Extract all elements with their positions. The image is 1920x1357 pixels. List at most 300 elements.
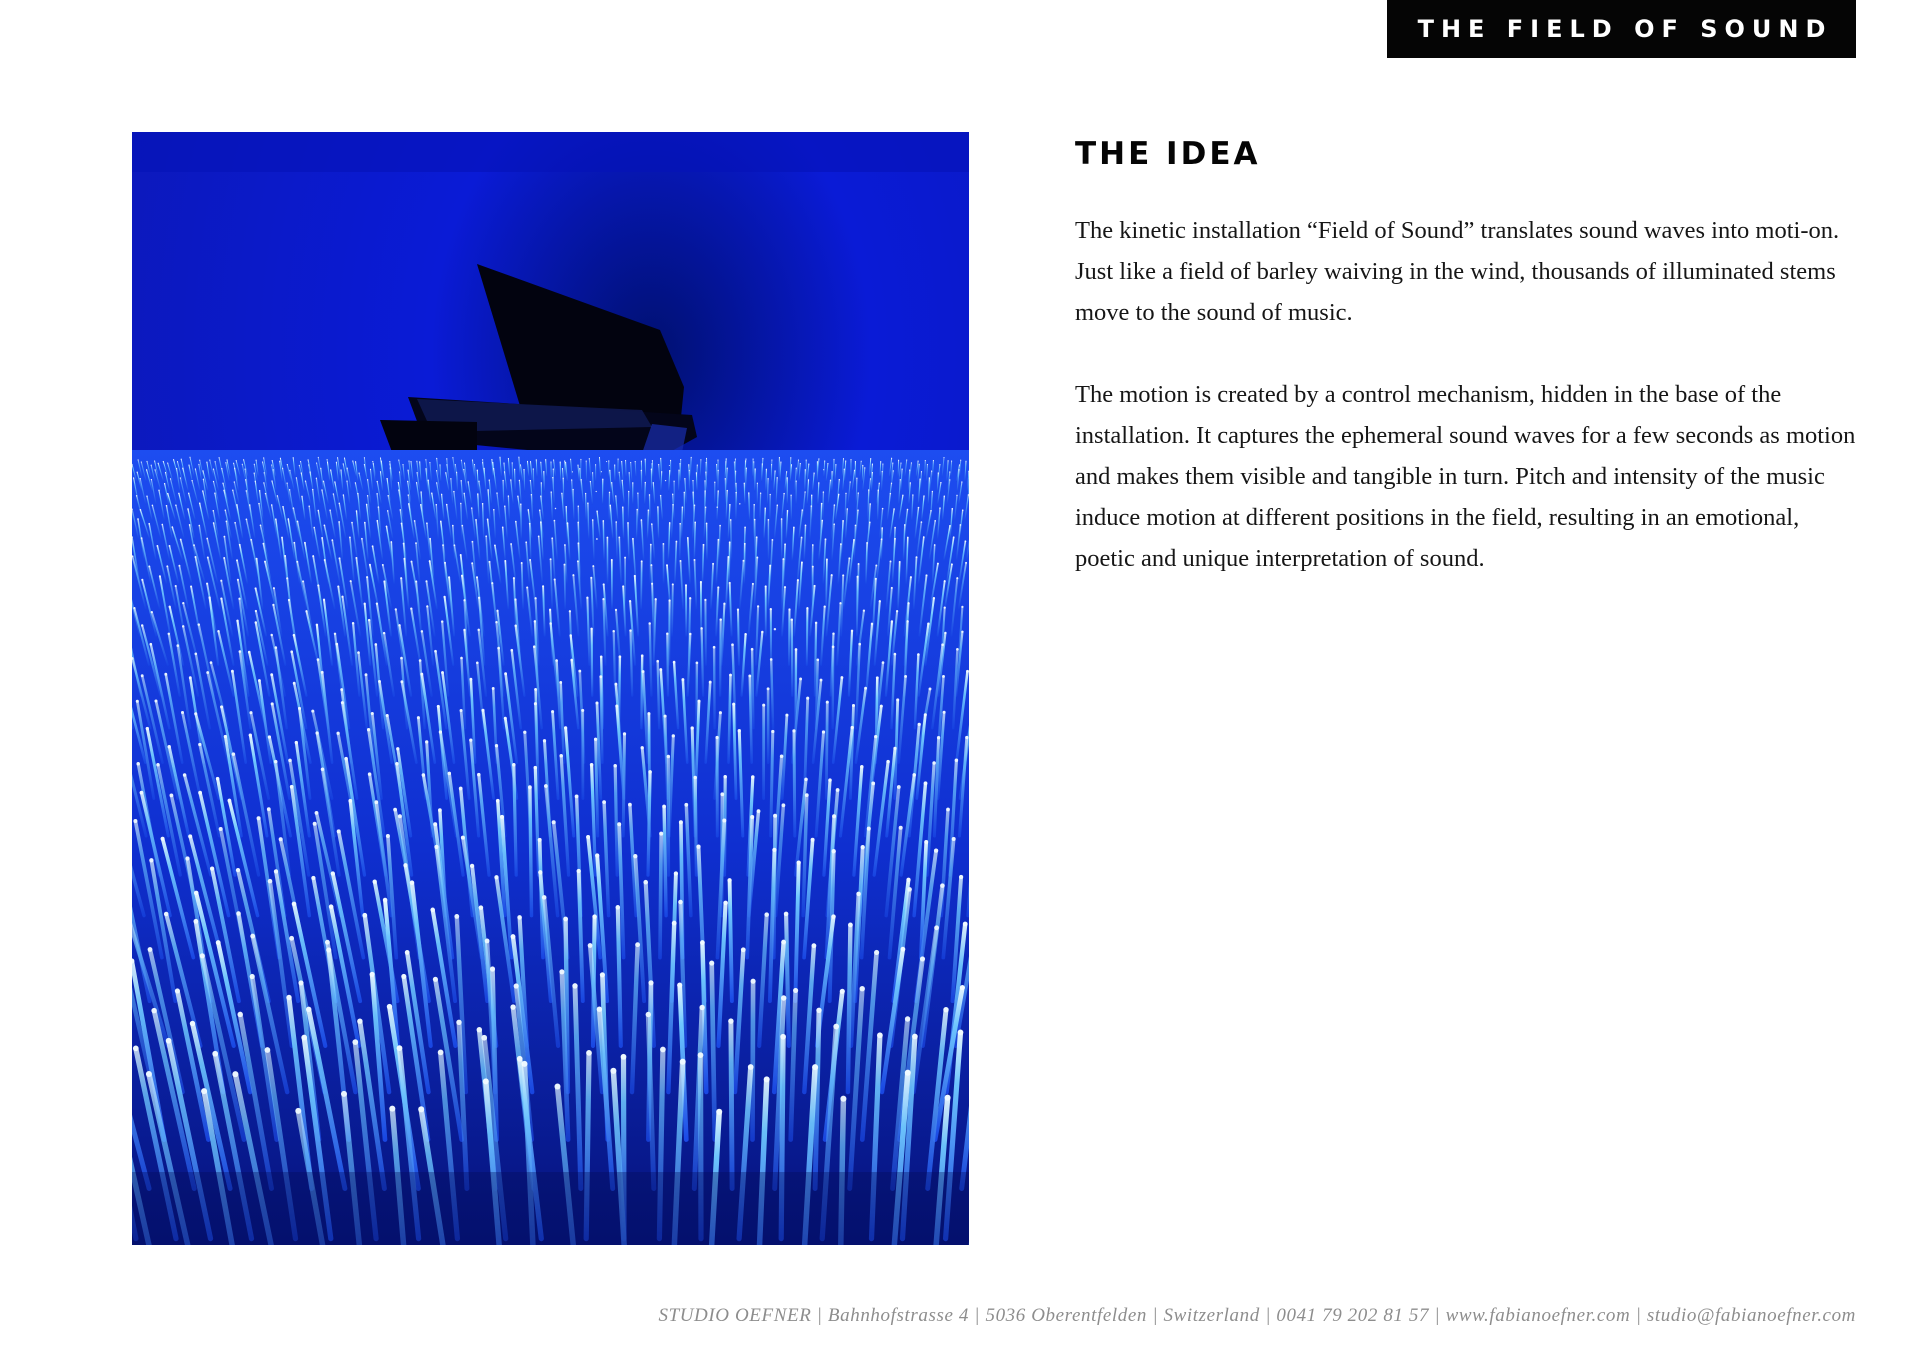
- stem-tip: [175, 585, 177, 587]
- stem-tip: [381, 461, 382, 462]
- stem-tip: [263, 457, 264, 458]
- stem-tip: [245, 469, 246, 470]
- stem-tip: [182, 468, 183, 469]
- stem-tip: [341, 701, 344, 704]
- stem-tip: [798, 460, 799, 461]
- stem-tip: [737, 608, 739, 610]
- stem-tip: [357, 1018, 362, 1023]
- stem-tip: [199, 503, 200, 504]
- stem-tip: [528, 785, 532, 789]
- stem-tip: [475, 519, 477, 521]
- stem-tip: [514, 624, 516, 626]
- stem-tip: [459, 787, 463, 791]
- stem-tip: [534, 688, 537, 691]
- stem-tip: [234, 468, 235, 469]
- stem-tip: [400, 680, 403, 683]
- stem-tip: [329, 904, 334, 909]
- stem-tip: [439, 730, 442, 733]
- stem-tip: [317, 658, 320, 661]
- stem-tip: [949, 471, 950, 472]
- stem-tip: [254, 464, 255, 465]
- stem-tip: [141, 579, 143, 581]
- stem: [760, 493, 761, 520]
- stem-tip: [414, 520, 416, 522]
- stem-tip: [657, 506, 658, 507]
- stem-tip: [919, 464, 920, 465]
- stem-tip: [492, 687, 495, 690]
- stem-tip: [645, 482, 646, 483]
- stem-tip: [827, 463, 828, 464]
- stem-tip: [899, 561, 901, 563]
- stem-tip: [284, 555, 286, 557]
- stem-tip: [565, 462, 566, 463]
- stem-tip: [793, 527, 795, 529]
- stem-tip: [757, 809, 761, 813]
- stem-tip: [609, 492, 610, 493]
- stem-tip: [811, 505, 812, 506]
- stem-tip: [586, 1050, 592, 1056]
- stem-tip: [845, 493, 846, 494]
- stem-tip: [520, 503, 521, 504]
- stem-tip: [679, 820, 683, 824]
- stem-tip: [694, 559, 696, 561]
- stem-tip: [504, 672, 507, 675]
- stem-tip: [408, 503, 409, 504]
- stem-tip: [410, 461, 411, 462]
- stem-tip: [610, 1068, 616, 1074]
- stem: [563, 478, 564, 504]
- stem-tip: [705, 472, 706, 473]
- stem: [898, 460, 899, 477]
- stem-tip: [816, 658, 819, 661]
- stem-tip: [755, 468, 756, 469]
- stem-tip: [280, 458, 281, 459]
- footer-contact-line: STUDIO OEFNER | Bahnhofstrasse 4 | 5036 Oberentfelden | Switzerland | 0041 79 202 81 57 | www.fabianoefner.com | studio@fabianoefner.com: [658, 1305, 1856, 1326]
- stem-tip: [729, 504, 730, 505]
- stem-tip: [297, 521, 299, 523]
- stem-tip: [965, 540, 967, 542]
- stem: [667, 634, 668, 696]
- stem-tip: [899, 826, 903, 830]
- stem-tip: [729, 541, 731, 543]
- stem-tip: [274, 869, 278, 873]
- stem-tip: [575, 795, 579, 799]
- stem-tip: [666, 564, 668, 566]
- stem-tip: [816, 1008, 821, 1013]
- stem-tip: [581, 709, 584, 712]
- stem-tip: [133, 819, 137, 823]
- stem-tip: [838, 494, 839, 495]
- stem-tip: [900, 463, 901, 464]
- stem-tip: [236, 504, 237, 505]
- stem-tip: [398, 814, 402, 818]
- stem-tip: [282, 506, 283, 507]
- stem-tip: [183, 773, 187, 777]
- stem: [702, 545, 703, 583]
- stem-tip: [136, 700, 139, 703]
- stem-tip: [673, 661, 676, 664]
- stem-tip: [286, 995, 291, 1000]
- stem-tip: [748, 492, 749, 493]
- stem-tip: [296, 477, 297, 478]
- stem-tip: [622, 585, 624, 587]
- stem-tip: [236, 620, 238, 622]
- stem-tip: [327, 459, 328, 460]
- stem-tip: [551, 710, 554, 713]
- stem-tip: [886, 760, 890, 764]
- stem-tip: [864, 467, 865, 468]
- stem-tip: [966, 670, 969, 673]
- stem-tip: [840, 676, 843, 679]
- stem-tip: [892, 463, 893, 464]
- stem-tip: [552, 477, 553, 478]
- stem-tip: [856, 478, 857, 479]
- stem-tip: [151, 479, 152, 480]
- stem-tip: [334, 633, 336, 635]
- stem-tip: [208, 596, 210, 598]
- stem-tip: [400, 577, 402, 579]
- stem-tip: [723, 603, 725, 605]
- stem: [792, 620, 793, 696]
- stem-tip: [213, 469, 214, 470]
- stem-tip: [289, 470, 290, 471]
- stem-tip: [586, 597, 588, 599]
- stem-tip: [440, 521, 442, 523]
- stem-tip: [960, 460, 961, 461]
- stem-tip: [599, 675, 602, 678]
- stem-tip: [660, 458, 661, 459]
- stem-tip: [530, 480, 531, 481]
- stem-tip: [833, 523, 835, 525]
- stem-tip: [234, 481, 235, 482]
- stem-tip: [843, 458, 844, 459]
- stem-tip: [769, 565, 771, 567]
- stem-tip: [572, 574, 574, 576]
- stem-tip: [137, 518, 139, 520]
- stem-tip: [825, 538, 827, 540]
- stem-tip: [565, 506, 566, 507]
- stem-tip: [739, 503, 740, 504]
- stem-tip: [643, 880, 648, 885]
- stem-tip: [745, 460, 746, 461]
- stem-tip: [669, 470, 670, 471]
- stem-tip: [462, 525, 464, 527]
- stem-tip: [628, 803, 632, 807]
- stem-tip: [352, 622, 354, 624]
- stem-tip: [538, 870, 542, 874]
- stem-tip: [792, 729, 795, 732]
- stem-tip: [562, 468, 563, 469]
- stem-tip: [293, 457, 294, 458]
- stem-tip: [664, 715, 667, 718]
- stem-tip: [570, 459, 571, 460]
- stem-tip: [554, 578, 556, 580]
- stem-tip: [882, 508, 883, 509]
- stem-tip: [744, 483, 745, 484]
- stem-tip: [268, 735, 271, 738]
- stem-tip: [541, 482, 542, 483]
- stem-tip: [907, 509, 908, 510]
- stem-tip: [909, 470, 910, 471]
- stem-tip: [433, 822, 437, 826]
- stem-tip: [203, 479, 204, 480]
- stem-tip: [234, 522, 236, 524]
- stem-tip: [494, 875, 498, 879]
- stem-tip: [781, 940, 786, 945]
- stem-tip: [331, 539, 333, 541]
- stem-tip: [419, 659, 422, 662]
- stem-tip: [613, 764, 617, 768]
- stem-tip: [751, 979, 756, 984]
- stem-tip: [372, 461, 373, 462]
- stem-tip: [155, 469, 156, 470]
- stem-tip: [311, 710, 314, 713]
- stem-tip: [271, 702, 274, 705]
- stem-tip: [320, 468, 321, 469]
- stem-tip: [348, 799, 352, 803]
- stem-tip: [933, 460, 934, 461]
- stem-tip: [206, 583, 208, 585]
- stem-tip: [833, 459, 834, 460]
- stem-tip: [292, 902, 297, 907]
- stem-tip: [735, 483, 736, 484]
- stem-tip: [905, 1070, 911, 1076]
- stem: [694, 522, 695, 560]
- stem-tip: [840, 989, 845, 994]
- stem-tip: [952, 837, 956, 841]
- stem-tip: [641, 654, 644, 657]
- stem-tip: [768, 519, 770, 521]
- header-badge: [1387, 0, 1856, 58]
- stem-tip: [762, 463, 763, 464]
- stem-tip: [871, 782, 875, 786]
- stem-tip: [286, 577, 288, 579]
- stem-tip: [232, 1071, 238, 1077]
- stem-tip: [944, 496, 945, 497]
- stem-tip: [906, 878, 910, 882]
- stem-tip: [894, 653, 897, 656]
- stem-tip: [902, 469, 903, 470]
- stem-tip: [882, 463, 883, 464]
- stem-tip: [226, 459, 227, 460]
- stem-tip: [191, 480, 192, 481]
- stem: [702, 628, 704, 695]
- stem-tip: [694, 522, 696, 524]
- stem-tip: [679, 463, 680, 464]
- stem-tip: [533, 645, 536, 648]
- stem-tip: [874, 735, 877, 738]
- stem-tip: [649, 494, 650, 495]
- stem-tip: [872, 472, 873, 473]
- stem-tip: [141, 461, 142, 462]
- stem-tip: [959, 464, 960, 465]
- stem-tip: [386, 526, 388, 528]
- stem-tip: [185, 856, 189, 860]
- stem-tip: [512, 462, 513, 463]
- stem-tip: [198, 464, 199, 465]
- stem-tip: [355, 557, 357, 559]
- stem-tip: [239, 650, 242, 653]
- stem-tip: [523, 731, 526, 734]
- stem-tip: [213, 522, 215, 524]
- stem-tip: [531, 494, 532, 495]
- stem-tip: [170, 478, 171, 479]
- stem-tip: [395, 608, 397, 610]
- stem-tip: [784, 543, 786, 545]
- stem-tip: [784, 586, 786, 588]
- stem-tip: [948, 460, 949, 461]
- stem-tip: [910, 576, 912, 578]
- stem-tip: [731, 643, 734, 646]
- stem-tip: [331, 871, 335, 875]
- stem-tip: [676, 541, 678, 543]
- stem-tip: [750, 815, 754, 819]
- stem-tip: [603, 583, 605, 585]
- stem-tip: [735, 492, 736, 493]
- stem-tip: [431, 493, 432, 494]
- stem-tip: [893, 747, 896, 750]
- stem-tip: [625, 460, 626, 461]
- stem-tip: [570, 659, 573, 662]
- stem: [753, 459, 754, 477]
- stem-tip: [295, 741, 298, 744]
- stem-tip: [250, 934, 255, 939]
- stem-tip: [273, 469, 274, 470]
- stem-tip: [783, 493, 784, 494]
- stem-tip: [386, 714, 389, 717]
- stem-tip: [256, 558, 258, 560]
- stem-tip: [426, 522, 428, 524]
- stem-tip: [236, 559, 238, 561]
- stem-tip: [494, 545, 496, 547]
- stem: [823, 492, 824, 520]
- stem-tip: [820, 679, 823, 682]
- stem-tip: [170, 794, 174, 798]
- stem-tip: [436, 504, 437, 505]
- stem-tip: [601, 471, 602, 472]
- stem-tip: [496, 799, 500, 803]
- stem-tip: [848, 922, 853, 927]
- stem-tip: [311, 876, 315, 880]
- stem-tip: [137, 472, 138, 473]
- stem-tip: [374, 800, 378, 804]
- stem-tip: [370, 469, 371, 470]
- stem-tip: [637, 493, 638, 494]
- stem-tip: [801, 537, 803, 539]
- stem: [767, 479, 768, 505]
- stem-tip: [271, 504, 272, 505]
- stem: [834, 459, 835, 477]
- stem-tip: [704, 490, 705, 491]
- stem-tip: [680, 1059, 686, 1065]
- stem-tip: [443, 596, 445, 598]
- stem-tip: [242, 464, 243, 465]
- stem-tip: [336, 732, 339, 735]
- stem-tip: [476, 576, 478, 578]
- stem-tip: [335, 643, 338, 646]
- stem-tip: [243, 459, 244, 460]
- stem-tip: [851, 630, 853, 632]
- stem-tip: [544, 784, 548, 788]
- stem-tip: [512, 763, 516, 767]
- stem-tip: [517, 1056, 523, 1062]
- stem-tip: [359, 473, 360, 474]
- stem-tip: [549, 622, 551, 624]
- stem: [650, 495, 651, 520]
- stem-tip: [812, 566, 814, 568]
- stem-tip: [770, 608, 772, 610]
- stem-tip: [564, 460, 565, 461]
- stem-tip: [310, 471, 311, 472]
- stem-tip: [190, 585, 192, 587]
- stem-tip: [641, 560, 643, 562]
- stem-tip: [943, 1007, 948, 1012]
- stem-tip: [893, 508, 894, 509]
- stem-tip: [660, 495, 661, 496]
- stem-tip: [327, 462, 328, 463]
- stem-tip: [214, 493, 215, 494]
- stem-tip: [288, 599, 290, 601]
- paragraph-intro: The kinetic installation “Field of Sound” translates sound waves into moti-on. Just like a field of barley waiving in the wind, thousands of illuminated stems move to the sound of music.: [1075, 217, 1840, 326]
- stem-tip: [851, 726, 854, 729]
- stem-tip: [321, 767, 325, 771]
- stem-tip: [859, 986, 864, 991]
- stem-tip: [245, 479, 246, 480]
- stem-tip: [881, 527, 883, 529]
- stem-tip: [263, 482, 264, 483]
- stem-tip: [491, 459, 492, 460]
- stem-tip: [477, 1027, 482, 1032]
- stem-tip: [333, 493, 334, 494]
- stem-tip: [448, 772, 452, 776]
- stem-tip: [374, 643, 377, 646]
- stem-tip: [944, 580, 946, 582]
- stem-tip: [857, 576, 859, 578]
- stem-tip: [818, 482, 819, 483]
- stem-tip: [188, 834, 192, 838]
- stem-tip: [450, 478, 451, 479]
- stem-tip: [696, 661, 699, 664]
- stem-tip: [586, 835, 590, 839]
- stem-tip: [341, 1091, 347, 1097]
- stem-tip: [629, 629, 631, 631]
- stem-tip: [367, 479, 368, 480]
- stem-tip: [200, 953, 205, 958]
- stem-tip: [255, 621, 257, 623]
- stem-tip: [396, 747, 399, 750]
- stem-tip: [270, 634, 272, 636]
- stem-tip: [351, 522, 353, 524]
- stem-tip: [444, 562, 446, 564]
- stem-tip: [472, 459, 473, 460]
- stem-tip: [169, 545, 171, 547]
- stem-tip: [704, 480, 705, 481]
- stem-tip: [609, 470, 610, 471]
- stem-tip: [425, 459, 426, 460]
- stem-tip: [323, 599, 325, 601]
- stem-tip: [923, 495, 924, 496]
- stem-tip: [236, 911, 241, 916]
- stem-tip: [173, 459, 174, 460]
- stem-tip: [770, 494, 771, 495]
- stem-tip: [436, 482, 437, 483]
- stem-tip: [378, 680, 381, 683]
- stem-tip: [714, 482, 715, 483]
- stem-tip: [429, 462, 430, 463]
- stem-tip: [482, 462, 483, 463]
- stem-tip: [832, 471, 833, 472]
- stem: [826, 559, 827, 608]
